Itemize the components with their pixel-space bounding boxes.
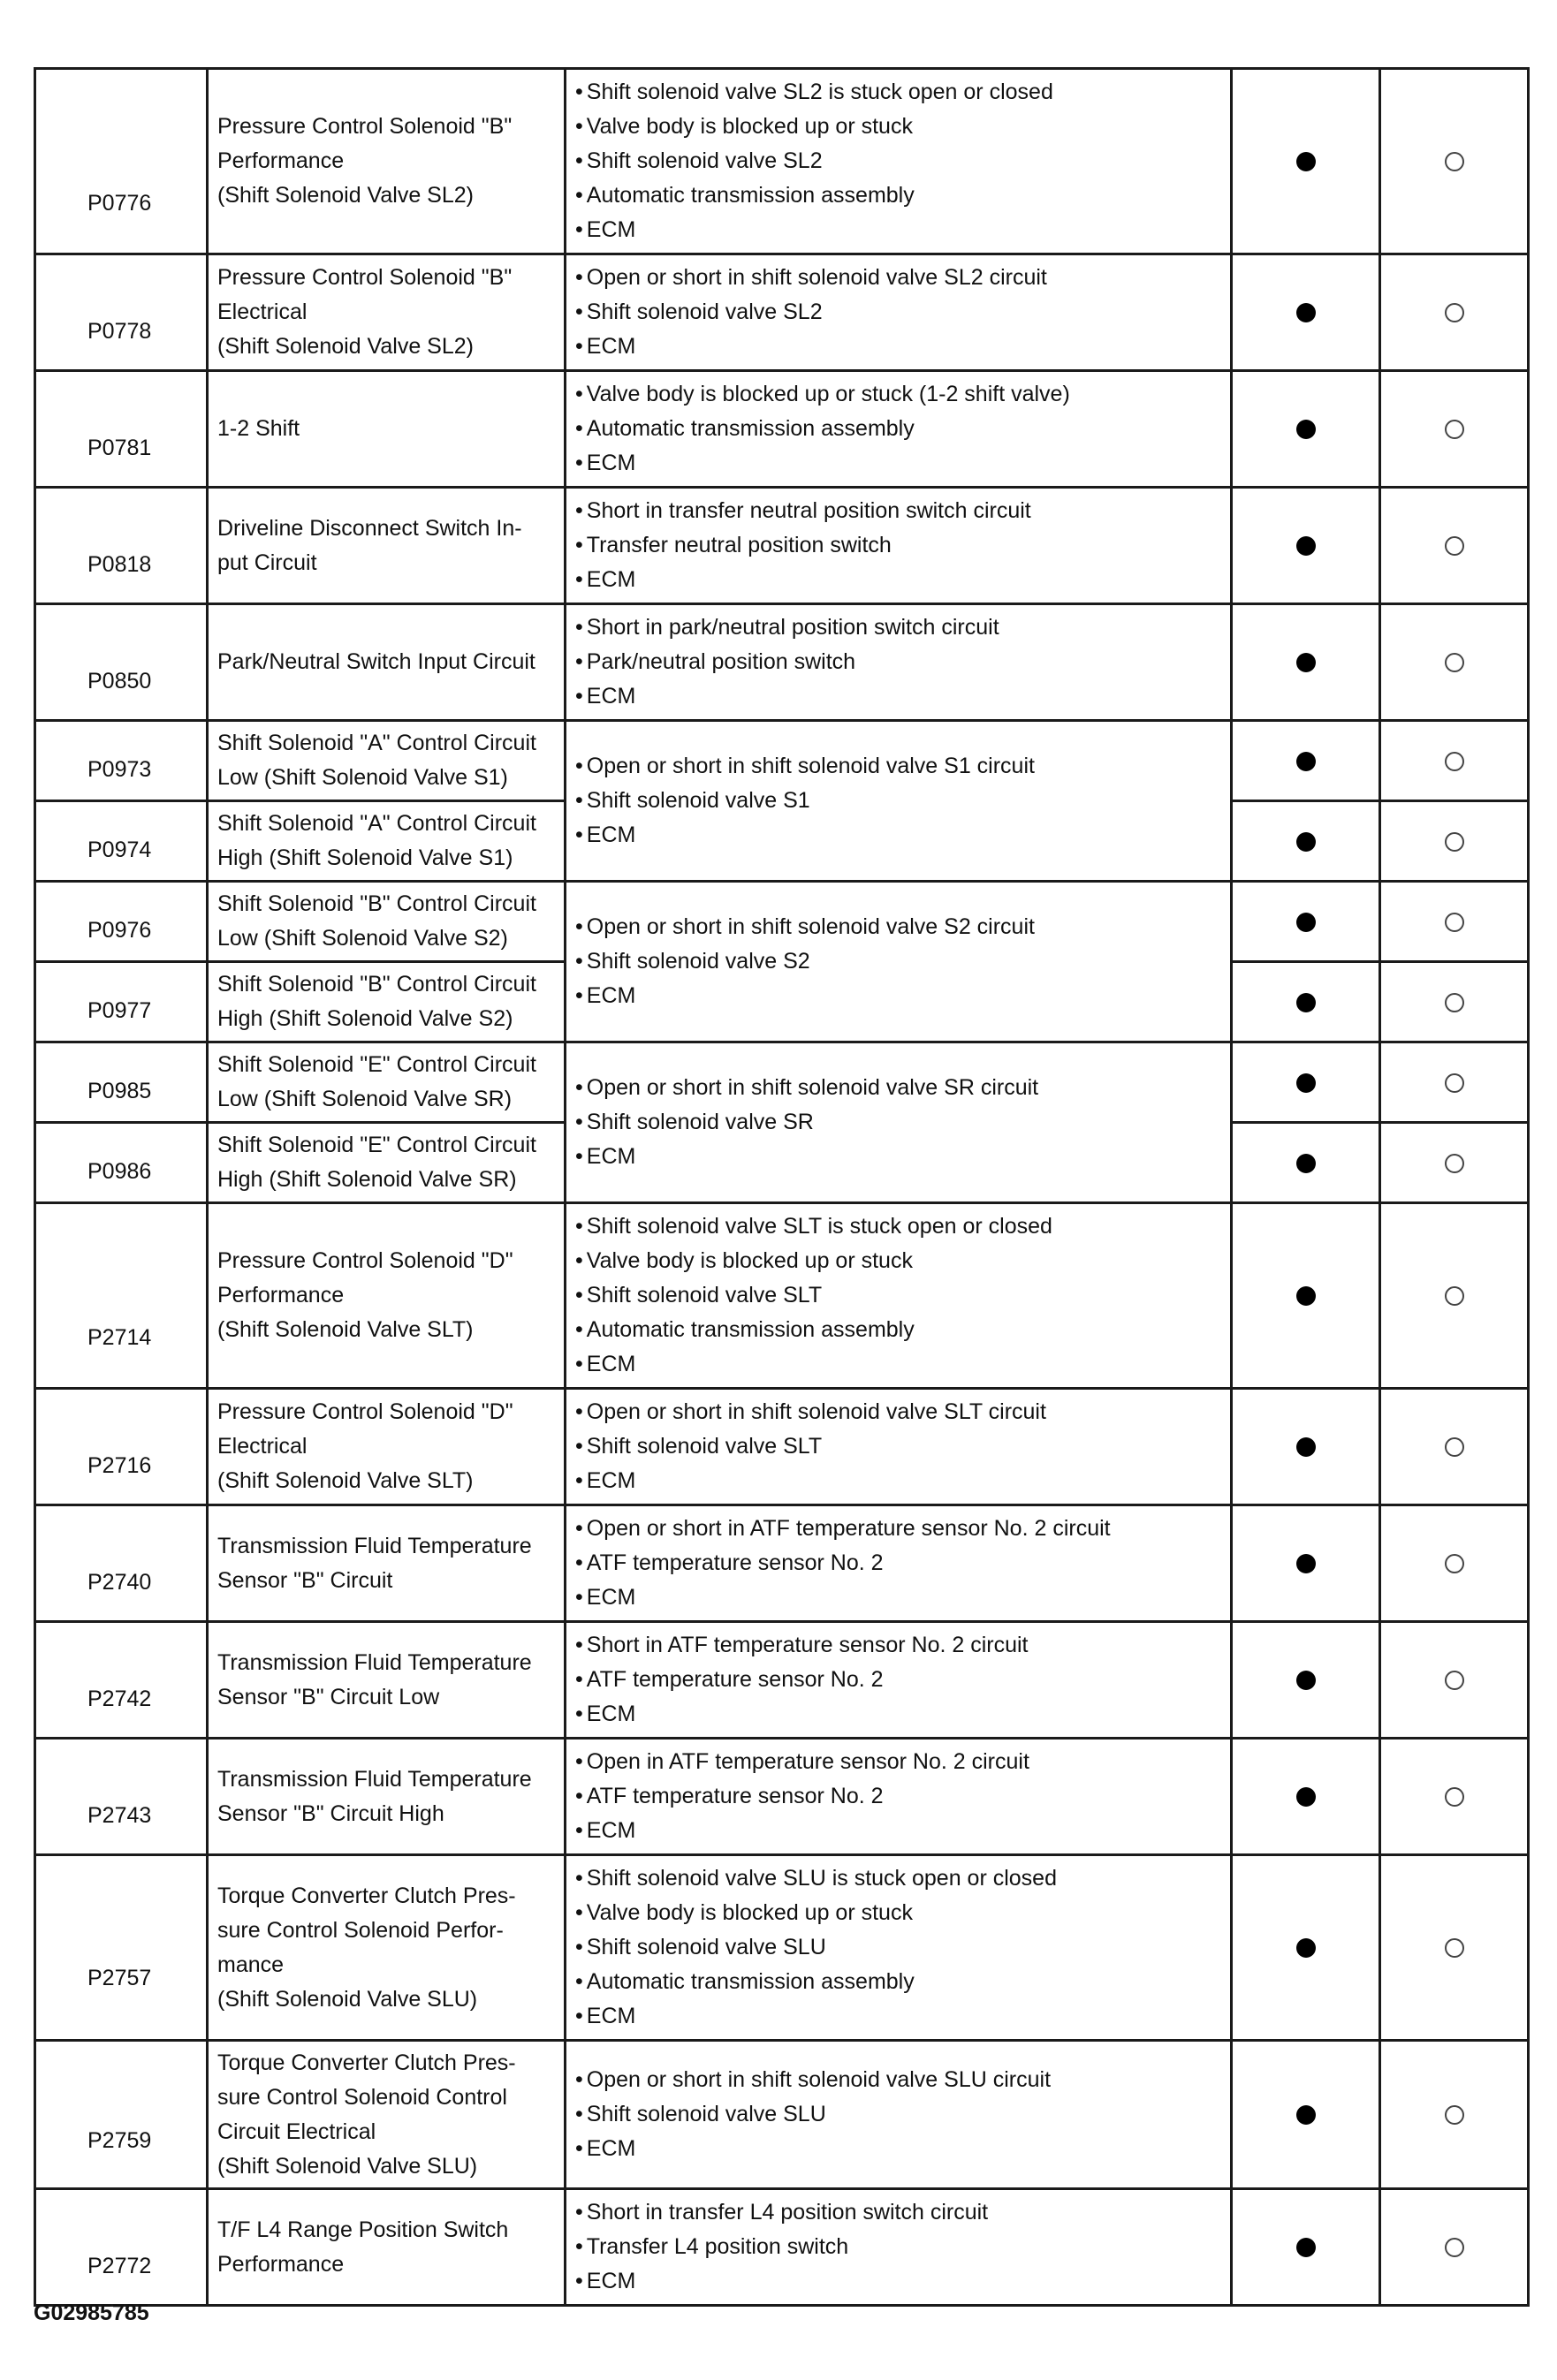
dtc-row	[35, 1622, 1529, 1739]
dtc-row	[35, 1505, 1529, 1622]
trouble-area	[566, 721, 1232, 882]
trouble-area	[566, 69, 1232, 254]
trouble-area-item: • Shift solenoid valve SLU is stuck open or closed	[575, 1861, 1223, 1896]
trouble-area-item: • Shift solenoid valve SL2	[575, 295, 1223, 330]
memory-cell	[1380, 1389, 1529, 1505]
dtc-code: P0977	[35, 962, 208, 1042]
detection-item-line: High (Shift Solenoid Valve S1)	[217, 845, 513, 870]
detection-item-line: Pressure Control Solenoid "D"	[217, 1248, 513, 1273]
trouble-area-item: • Shift solenoid valve S2	[575, 944, 1223, 979]
trouble-area-item: • ECM	[575, 1347, 1223, 1382]
trouble-area-item: • ECM	[575, 2264, 1223, 2299]
filled-circle-icon	[1296, 1073, 1316, 1093]
trouble-area-item: • Transfer L4 position switch	[575, 2230, 1223, 2264]
trouble-area-item: • ECM	[575, 1464, 1223, 1498]
dtc-code: P0974	[35, 801, 208, 882]
open-circle-icon	[1445, 1938, 1464, 1958]
mil-cell	[1232, 69, 1380, 254]
trouble-area-item: • Valve body is blocked up or stuck	[575, 110, 1223, 144]
open-circle-icon	[1445, 913, 1464, 932]
dtc-code: P2757	[35, 1855, 208, 2041]
mil-cell	[1232, 1123, 1380, 1203]
dtc-code: P0973	[35, 721, 208, 801]
trouble-area-item: • Valve body is blocked up or stuck (1-2 shift valve)	[575, 377, 1223, 412]
open-circle-icon	[1445, 2105, 1464, 2125]
open-circle-icon	[1445, 536, 1464, 556]
dtc-code: P2742	[35, 1622, 208, 1739]
detection-item-line: Transmission Fluid Temperature	[217, 1766, 532, 1792]
trouble-area	[566, 2041, 1232, 2189]
memory-cell	[1380, 2189, 1529, 2306]
trouble-area-item: • Park/neutral position switch	[575, 645, 1223, 679]
detection-item-line: Shift Solenoid "A" Control Circuit	[217, 811, 536, 836]
detection-item-line: Electrical	[217, 1434, 308, 1459]
trouble-area	[566, 604, 1232, 721]
trouble-area-item: • ECM	[575, 563, 1223, 597]
memory-cell	[1380, 962, 1529, 1042]
filled-circle-icon	[1296, 2238, 1316, 2257]
memory-cell	[1380, 882, 1529, 962]
trouble-area-item: • Shift solenoid valve SLT is stuck open or closed	[575, 1209, 1223, 1244]
mil-cell	[1232, 2189, 1380, 2306]
detection-item-line: Pressure Control Solenoid "B"	[217, 114, 513, 139]
filled-circle-icon	[1296, 1286, 1316, 1306]
trouble-area-item: • ECM	[575, 979, 1223, 1013]
filled-circle-icon	[1296, 1938, 1316, 1958]
open-circle-icon	[1445, 752, 1464, 771]
detection-item-line: (Shift Solenoid Valve SLT)	[217, 1468, 474, 1493]
trouble-area-item: • Open or short in shift solenoid valve SLU circuit	[575, 2063, 1223, 2097]
mil-cell	[1232, 1042, 1380, 1123]
dtc-code: P0850	[35, 604, 208, 721]
detection-item	[208, 1389, 566, 1505]
memory-cell	[1380, 1855, 1529, 2041]
trouble-area	[566, 488, 1232, 604]
mil-cell	[1232, 801, 1380, 882]
filled-circle-icon	[1296, 1154, 1316, 1173]
detection-item-line: Transmission Fluid Temperature	[217, 1649, 532, 1675]
filled-circle-icon	[1296, 303, 1316, 322]
dtc-row	[35, 1739, 1529, 1855]
detection-item-line: Shift Solenoid "E" Control Circuit	[217, 1052, 536, 1077]
detection-item-line: High (Shift Solenoid Valve S2)	[217, 1006, 513, 1031]
detection-item	[208, 371, 566, 488]
memory-cell	[1380, 488, 1529, 604]
trouble-area-item: • ECM	[575, 330, 1223, 364]
filled-circle-icon	[1296, 653, 1316, 672]
trouble-area-item: • ECM	[575, 1999, 1223, 2034]
open-circle-icon	[1445, 2238, 1464, 2257]
detection-item-line: Sensor "B" Circuit Low	[217, 1684, 440, 1709]
detection-item	[208, 2041, 566, 2189]
trouble-area-item: • Shift solenoid valve SL2 is stuck open or closed	[575, 75, 1223, 110]
detection-item-line: sure Control Solenoid Perfor-	[217, 1917, 504, 1943]
trouble-area-item: • Shift solenoid valve SLU	[575, 2097, 1223, 2132]
trouble-area	[566, 371, 1232, 488]
memory-cell	[1380, 1042, 1529, 1123]
dtc-row	[35, 488, 1529, 604]
dtc-row	[35, 371, 1529, 488]
detection-item	[208, 1203, 566, 1389]
trouble-area-item: • Open or short in shift solenoid valve SL2 circuit	[575, 261, 1223, 295]
trouble-area-item: • Open or short in shift solenoid valve S1 circuit	[575, 749, 1223, 784]
trouble-area	[566, 1042, 1232, 1203]
filled-circle-icon	[1296, 993, 1316, 1012]
detection-item	[208, 1855, 566, 2041]
detection-item	[208, 69, 566, 254]
memory-cell	[1380, 1622, 1529, 1739]
dtc-table	[34, 67, 1530, 2307]
filled-circle-icon	[1296, 1787, 1316, 1807]
open-circle-icon	[1445, 1073, 1464, 1093]
detection-item-line: (Shift Solenoid Valve SL2)	[217, 183, 474, 208]
dtc-row	[35, 2041, 1529, 2189]
detection-item-line: sure Control Solenoid Control	[217, 2084, 507, 2110]
trouble-area	[566, 1855, 1232, 2041]
trouble-area-item: • Open or short in shift solenoid valve SLT circuit	[575, 1395, 1223, 1429]
mil-cell	[1232, 721, 1380, 801]
trouble-area-item: • Open in ATF temperature sensor No. 2 circuit	[575, 1745, 1223, 1779]
detection-item	[208, 882, 566, 962]
trouble-area-item: • ATF temperature sensor No. 2	[575, 1663, 1223, 1697]
detection-item-line: (Shift Solenoid Valve SLU)	[217, 2153, 478, 2179]
trouble-area	[566, 2189, 1232, 2306]
trouble-area-item: • Shift solenoid valve SLU	[575, 1930, 1223, 1965]
detection-item	[208, 801, 566, 882]
trouble-area-item: • ECM	[575, 818, 1223, 853]
memory-cell	[1380, 1123, 1529, 1203]
dtc-code: P0781	[35, 371, 208, 488]
filled-circle-icon	[1296, 1671, 1316, 1690]
trouble-area-item: • ECM	[575, 1580, 1223, 1615]
memory-cell	[1380, 1739, 1529, 1855]
filled-circle-icon	[1296, 752, 1316, 771]
memory-cell	[1380, 604, 1529, 721]
mil-cell	[1232, 1203, 1380, 1389]
detection-item-line: Torque Converter Clutch Pres-	[217, 1883, 516, 1908]
mil-cell	[1232, 882, 1380, 962]
trouble-area-item: • Automatic transmission assembly	[575, 1965, 1223, 1999]
filled-circle-icon	[1296, 420, 1316, 439]
detection-item	[208, 2189, 566, 2306]
mil-cell	[1232, 254, 1380, 371]
filled-circle-icon	[1296, 832, 1316, 852]
trouble-area-item: • Short in transfer L4 position switch circuit	[575, 2195, 1223, 2230]
dtc-code: P0985	[35, 1042, 208, 1123]
dtc-code: P0976	[35, 882, 208, 962]
trouble-area	[566, 1739, 1232, 1855]
open-circle-icon	[1445, 303, 1464, 322]
trouble-area-item: • ECM	[575, 1140, 1223, 1174]
detection-item-line: Low (Shift Solenoid Valve SR)	[217, 1087, 513, 1111]
open-circle-icon	[1445, 420, 1464, 439]
mil-cell	[1232, 488, 1380, 604]
detection-item-line: Low (Shift Solenoid Valve S2)	[217, 926, 508, 951]
detection-item	[208, 721, 566, 801]
trouble-area-item: • ATF temperature sensor No. 2	[575, 1779, 1223, 1814]
detection-item	[208, 1739, 566, 1855]
trouble-area-item: • Shift solenoid valve SL2	[575, 144, 1223, 178]
memory-cell	[1380, 371, 1529, 488]
detection-item	[208, 1123, 566, 1203]
trouble-area	[566, 1505, 1232, 1622]
trouble-area-item: • ECM	[575, 213, 1223, 247]
trouble-area-item: • ECM	[575, 1697, 1223, 1732]
trouble-area-item: • Automatic transmission assembly	[575, 412, 1223, 446]
dtc-code: P0986	[35, 1123, 208, 1203]
memory-cell	[1380, 2041, 1529, 2189]
detection-item-line: Park/Neutral Switch Input Circuit	[217, 649, 535, 674]
filled-circle-icon	[1296, 152, 1316, 171]
mil-cell	[1232, 371, 1380, 488]
trouble-area-item: • Valve body is blocked up or stuck	[575, 1244, 1223, 1278]
dtc-code: P2743	[35, 1739, 208, 1855]
memory-cell	[1380, 1203, 1529, 1389]
dtc-code: P2772	[35, 2189, 208, 2306]
trouble-area	[566, 1622, 1232, 1739]
trouble-area-item: • ECM	[575, 446, 1223, 481]
dtc-code: P0776	[35, 69, 208, 254]
detection-item	[208, 604, 566, 721]
trouble-area-item: • Shift solenoid valve SLT	[575, 1278, 1223, 1313]
mil-cell	[1232, 604, 1380, 721]
dtc-code: P2714	[35, 1203, 208, 1389]
detection-item-line: Performance	[217, 2251, 345, 2277]
mil-cell	[1232, 2041, 1380, 2189]
detection-item	[208, 1622, 566, 1739]
detection-item	[208, 488, 566, 604]
detection-item-line: Sensor "B" Circuit High	[217, 1800, 444, 1826]
trouble-area-item: • Valve body is blocked up or stuck	[575, 1896, 1223, 1930]
detection-item-line: Driveline Disconnect Switch In-	[217, 515, 522, 541]
trouble-area	[566, 882, 1232, 1042]
figure-id: G02985785	[34, 2300, 149, 2325]
detection-item-line: High (Shift Solenoid Valve SR)	[217, 1167, 517, 1192]
open-circle-icon	[1445, 1671, 1464, 1690]
trouble-area-item: • Short in ATF temperature sensor No. 2 circuit	[575, 1628, 1223, 1663]
dtc-row	[35, 882, 1529, 962]
trouble-area-item: • Automatic transmission assembly	[575, 178, 1223, 213]
dtc-row	[35, 1042, 1529, 1123]
detection-item-line: mance	[217, 1952, 285, 1977]
mil-cell	[1232, 1622, 1380, 1739]
trouble-area-item: • Transfer neutral position switch	[575, 528, 1223, 563]
detection-item-line: Sensor "B" Circuit	[217, 1567, 393, 1593]
trouble-area	[566, 254, 1232, 371]
open-circle-icon	[1445, 1154, 1464, 1173]
trouble-area	[566, 1389, 1232, 1505]
mil-cell	[1232, 1855, 1380, 2041]
detection-item	[208, 962, 566, 1042]
dtc-row	[35, 254, 1529, 371]
open-circle-icon	[1445, 993, 1464, 1012]
trouble-area-item: • Short in park/neutral position switch circuit	[575, 610, 1223, 645]
filled-circle-icon	[1296, 913, 1316, 932]
open-circle-icon	[1445, 832, 1464, 852]
open-circle-icon	[1445, 1787, 1464, 1807]
detection-item-line: Shift Solenoid "A" Control Circuit	[217, 731, 536, 755]
trouble-area-item: • ECM	[575, 1814, 1223, 1848]
trouble-area-item: • Short in transfer neutral position switch circuit	[575, 494, 1223, 528]
trouble-area-item: • ECM	[575, 2132, 1223, 2166]
trouble-area-item: • ECM	[575, 679, 1223, 714]
trouble-area	[566, 1203, 1232, 1389]
detection-item-line: put Circuit	[217, 550, 317, 575]
open-circle-icon	[1445, 152, 1464, 171]
mil-cell	[1232, 1739, 1380, 1855]
dtc-row	[35, 604, 1529, 721]
filled-circle-icon	[1296, 1437, 1316, 1457]
detection-item-line: (Shift Solenoid Valve SL2)	[217, 334, 474, 359]
dtc-code: P0818	[35, 488, 208, 604]
detection-item-line: Performance	[217, 148, 345, 173]
open-circle-icon	[1445, 1286, 1464, 1306]
dtc-row	[35, 69, 1529, 254]
detection-item-line: T/F L4 Range Position Switch	[217, 2217, 509, 2242]
detection-item-line: Pressure Control Solenoid "B"	[217, 265, 513, 290]
detection-item-line: Torque Converter Clutch Pres-	[217, 2050, 516, 2075]
mil-cell	[1232, 1505, 1380, 1622]
filled-circle-icon	[1296, 1554, 1316, 1573]
mil-cell	[1232, 962, 1380, 1042]
memory-cell	[1380, 1505, 1529, 1622]
trouble-area-item: • Open or short in shift solenoid valve S2 circuit	[575, 910, 1223, 944]
dtc-row	[35, 2189, 1529, 2306]
memory-cell	[1380, 721, 1529, 801]
dtc-row	[35, 721, 1529, 801]
detection-item	[208, 1042, 566, 1123]
trouble-area-item: • Open or short in shift solenoid valve SR circuit	[575, 1071, 1223, 1105]
mil-cell	[1232, 1389, 1380, 1505]
open-circle-icon	[1445, 653, 1464, 672]
detection-item-line: (Shift Solenoid Valve SLU)	[217, 1986, 478, 2012]
dtc-row	[35, 1389, 1529, 1505]
trouble-area-item: • Automatic transmission assembly	[575, 1313, 1223, 1347]
detection-item-line: Low (Shift Solenoid Valve S1)	[217, 765, 508, 790]
detection-item-line: Performance	[217, 1283, 345, 1307]
dtc-code: P2759	[35, 2041, 208, 2189]
detection-item-line: Circuit Electrical	[217, 2119, 376, 2144]
detection-item-line: Shift Solenoid "B" Control Circuit	[217, 972, 536, 997]
detection-item-line: (Shift Solenoid Valve SLT)	[217, 1317, 474, 1342]
dtc-table-body	[35, 69, 1529, 2306]
trouble-area-item: • ATF temperature sensor No. 2	[575, 1546, 1223, 1580]
detection-item-line: Electrical	[217, 299, 308, 324]
trouble-area-item: • Open or short in ATF temperature sensor No. 2 circuit	[575, 1512, 1223, 1546]
detection-item	[208, 1505, 566, 1622]
open-circle-icon	[1445, 1554, 1464, 1573]
memory-cell	[1380, 69, 1529, 254]
trouble-area-item: • Shift solenoid valve SR	[575, 1105, 1223, 1140]
detection-item	[208, 254, 566, 371]
filled-circle-icon	[1296, 536, 1316, 556]
detection-item-line: 1-2 Shift	[217, 416, 300, 441]
dtc-code: P2716	[35, 1389, 208, 1505]
trouble-area-item: • Shift solenoid valve SLT	[575, 1429, 1223, 1464]
dtc-code: P0778	[35, 254, 208, 371]
detection-item-line: Shift Solenoid "B" Control Circuit	[217, 891, 536, 916]
open-circle-icon	[1445, 1437, 1464, 1457]
memory-cell	[1380, 801, 1529, 882]
detection-item-line: Pressure Control Solenoid "D"	[217, 1399, 513, 1424]
detection-item-line: Transmission Fluid Temperature	[217, 1533, 532, 1558]
memory-cell	[1380, 254, 1529, 371]
filled-circle-icon	[1296, 2105, 1316, 2125]
trouble-area-item: • Shift solenoid valve S1	[575, 784, 1223, 818]
dtc-row	[35, 1855, 1529, 2041]
detection-item-line: Shift Solenoid "E" Control Circuit	[217, 1133, 536, 1157]
dtc-row	[35, 1203, 1529, 1389]
dtc-code: P2740	[35, 1505, 208, 1622]
